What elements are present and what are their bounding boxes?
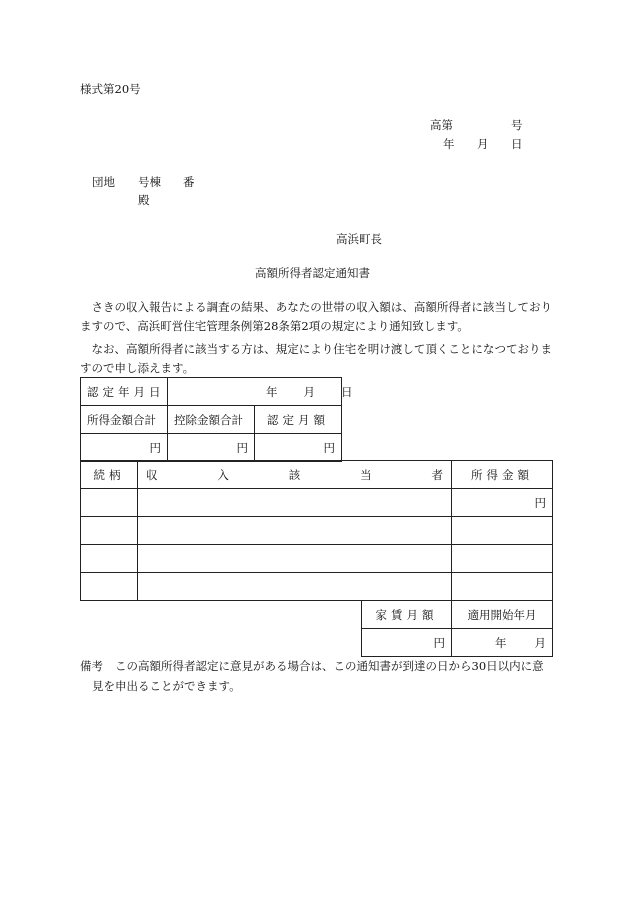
document-title: 高額所得者認定通知書	[255, 266, 370, 280]
remarks-line-2: 見を申出ることができます。	[92, 679, 241, 693]
honorific: 殿	[138, 193, 150, 207]
doc-number-prefix: 高第	[430, 118, 453, 132]
issuer: 高浜町長	[336, 232, 382, 246]
body-paragraph-2: なお、高額所得者に該当する方は、規定により住宅を明け渡して頂くことになつておりますので申し添えます。	[80, 342, 552, 375]
tekiyo-year: 年	[495, 635, 507, 650]
date-day: 日	[511, 137, 523, 151]
remarks-label: 備考	[80, 659, 103, 673]
row-yen: 円	[452, 489, 553, 517]
address-ban: 番	[183, 175, 195, 189]
date-month: 月	[477, 137, 489, 151]
yachin-label: 家賃月額	[362, 601, 452, 629]
nintei-day: 日	[341, 384, 353, 399]
nintei-month: 月	[303, 384, 315, 399]
doc-number-suffix: 号	[511, 118, 523, 132]
shunyu-header: 収 入 該 当 者	[138, 461, 452, 489]
address-danchi: 団地	[92, 175, 115, 189]
tekiyo-label: 適用開始年月	[452, 601, 553, 629]
shotoku-kingaku-header: 所得金額	[452, 461, 553, 489]
nintei-date-label: 認定年月日	[81, 378, 168, 406]
nintei-monthly-label: 認定月額	[255, 406, 342, 434]
table-row	[81, 573, 553, 601]
zokugara-header: 続柄	[81, 461, 138, 489]
kojo-yen: 円	[168, 434, 255, 462]
income-person-table	[80, 460, 553, 601]
yachin-yen: 円	[362, 629, 452, 657]
remarks-line-1: この高額所得者認定に意見がある場合は、この通知書が到達の日から30日以内に意	[115, 659, 544, 673]
kojo-total-label: 控除金額合計	[168, 406, 255, 434]
table-row	[81, 517, 553, 545]
tekiyo-value	[452, 629, 553, 657]
shotoku-yen: 円	[81, 434, 168, 462]
certification-table	[80, 377, 353, 462]
date-year: 年	[443, 137, 455, 151]
shotoku-total-label: 所得金額合計	[81, 406, 168, 434]
table-row	[81, 489, 553, 517]
rent-table	[361, 600, 553, 657]
tekiyo-month: 月	[534, 635, 546, 650]
nintei-year: 年	[266, 384, 278, 399]
form-number: 様式第20号	[80, 82, 141, 96]
address-goto: 号棟	[138, 175, 161, 189]
table-row	[81, 545, 553, 573]
nintei-yen: 円	[255, 434, 342, 462]
body-paragraph-1: さきの収入報告による調査の結果、あなたの世帯の収入額は、高額所得者に該当しておりますので、高浜町営住宅管理条例第28条第2項の規定により通知致します。	[80, 300, 552, 333]
nintei-date-value	[168, 378, 353, 406]
